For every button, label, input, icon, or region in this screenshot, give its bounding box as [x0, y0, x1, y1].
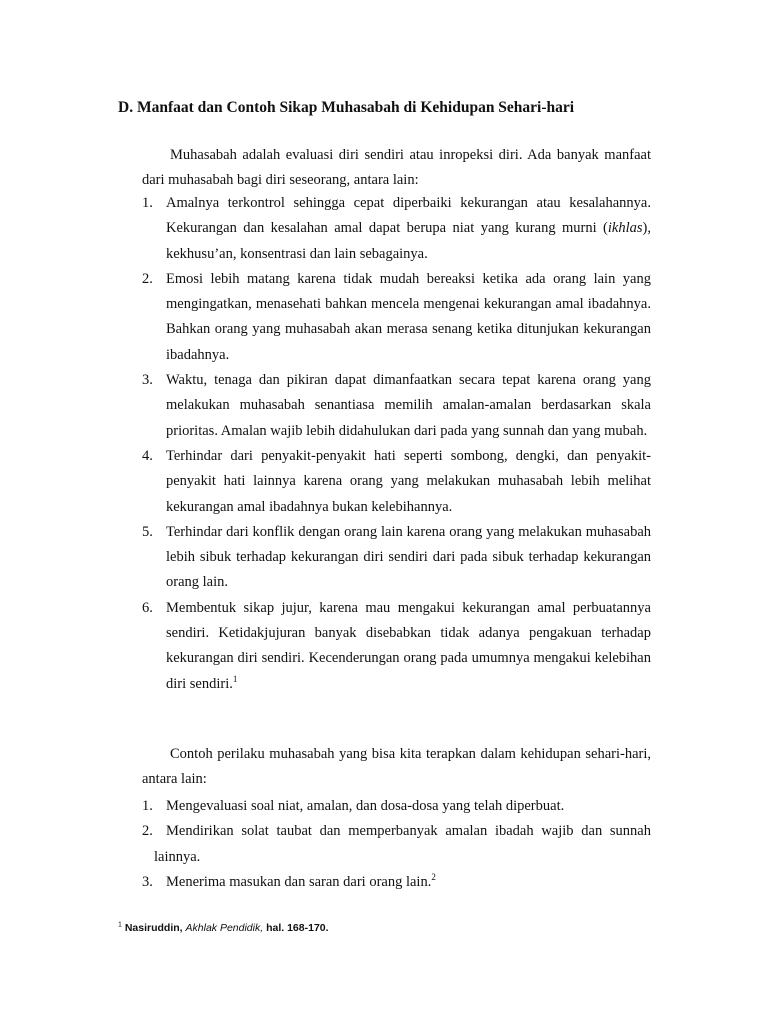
footnote-title: Akhlak Pendidik,: [185, 922, 264, 934]
list-text: Terhindar dari penyakit-penyakit hati seperti sombong, dengki, dan penyakit-penyakit hati lainnya karena orang yang melakukan muhasabah lebih melihat kekurangan amal ibadahnya bukan kelebihannya.: [166, 447, 651, 515]
footnote-mark: 1: [118, 921, 122, 929]
list-text: Amalnya terkontrol sehingga cepat diperbaiki kekurangan atau kesalahannya. Kekurangan dan kesalahan amal dapat berupa niat yang kurang murni (ikhlas), kekhusu’an, konsentrasi dan lain sebagainya.: [166, 195, 651, 262]
list-item: [142, 191, 651, 267]
list-number: 1.: [142, 798, 153, 814]
list-text: Menerima masukan dan saran dari orang lain.: [166, 873, 432, 890]
list-text: Membentuk sikap jujur, karena mau mengakui kekurangan amal perbuatannya sendiri. Ketidakjujuran banyak disebabkan tidak adanya pengakuan terhadap kekurangan diri sendiri. Kecenderungan orang pada umumnya mengakui kelebihan diri sendiri.: [166, 599, 651, 692]
benefits-list: [142, 191, 651, 697]
list-text: Mendirikan solat taubat dan memperbanyak amalan ibadah wajib dan sunnah lainnya.: [154, 823, 651, 865]
list-item: [142, 444, 651, 520]
footnote-pages: hal. 168-170.: [266, 922, 329, 934]
list-number: 3.: [142, 873, 153, 890]
list-item: [142, 819, 651, 870]
list-number: 2.: [142, 823, 153, 840]
italic-term: ikhlas: [607, 220, 643, 237]
list-text: Waktu, tenaga dan pikiran dapat dimanfaatkan secara tepat karena orang yang melakukan muhasabah senantiasa memilih amalan-amalan berdasarkan skala prioritas. Amalan wajib lebih didahulukan dari pada yang sunnah dan yang mubah.: [166, 372, 651, 439]
list-number: 2.: [142, 270, 153, 287]
list-number: 5.: [142, 523, 153, 540]
list-number: 6.: [142, 599, 153, 616]
examples-list: [142, 794, 651, 895]
list-item: [142, 596, 651, 697]
benefits-intro-paragraph: Muhasabah adalah evaluasi diri sendiri atau inropeksi diri. Ada banyak manfaat dari muhasabah bagi diri seseorang, antara lain:: [142, 147, 651, 189]
list-text: Terhindar dari konflik dengan orang lain karena orang yang melakukan muhasabah lebih sibuk terhadap kekurangan diri sendiri dari pada sibuk terhadap kekurangan orang lain.: [166, 523, 651, 591]
section-heading: D. Manfaat dan Contoh Sikap Muhasabah di Kehidupan Sehari-hari: [118, 99, 575, 116]
footnote-author: Nasiruddin,: [124, 922, 183, 934]
list-item: [142, 520, 651, 596]
footnote: [118, 922, 658, 934]
list-number: 1.: [142, 195, 153, 211]
footnote-reference: 1: [232, 673, 238, 684]
list-item: [142, 870, 651, 895]
list-text: Mengevaluasi soal niat, amalan, dan dosa-dosa yang telah diperbuat.: [166, 798, 565, 814]
list-text: Emosi lebih matang karena tidak mudah bereaksi ketika ada orang lain yang mengingatkan, menasehati bahkan mencela mengenai kekurangan amal ibadahnya. Bahkan orang yang muhasabah akan merasa senang ketika ditunjukan kekurangan ibadahnya.: [166, 270, 651, 363]
footnote-reference: 2: [431, 872, 436, 883]
examples-intro-paragraph: Contoh perilaku muhasabah yang bisa kita terapkan dalam kehidupan sehari-hari, antara lain:: [142, 746, 651, 788]
list-number: 3.: [142, 372, 153, 389]
list-number: 4.: [142, 447, 153, 464]
list-item: [142, 368, 651, 444]
list-item: [142, 794, 651, 819]
list-item: [142, 267, 651, 368]
